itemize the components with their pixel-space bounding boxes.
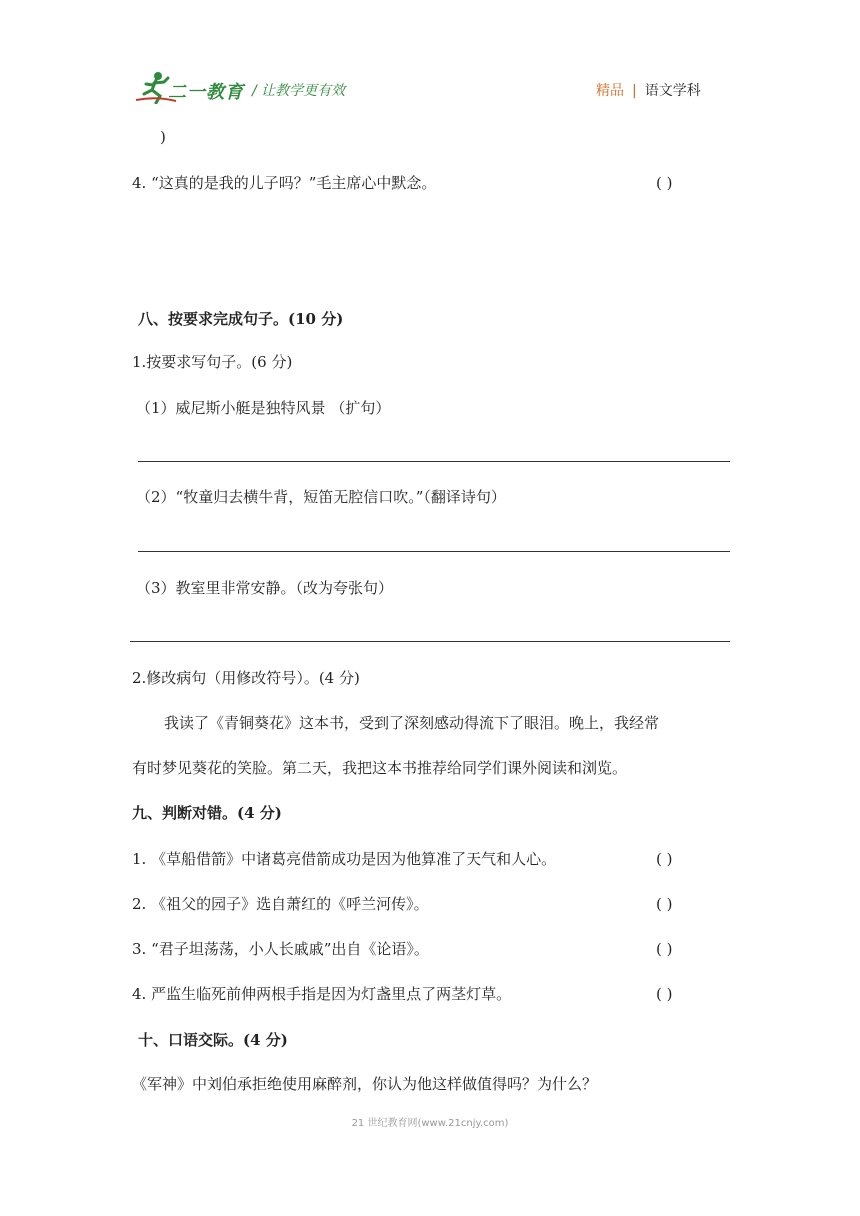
section-8-item2: （2）“牧童归去横牛背，短笛无腔信口吹。”（翻译诗句） [136,488,506,506]
section-8-item1: （1）威尼斯小艇是独特风景 （扩句） [136,399,391,417]
section-10-question: 《军神》中刘伯承拒绝使用麻醉剂，你认为他这样做值得吗？为什么？ [132,1075,598,1093]
answer-line [138,461,730,462]
paragraph-line-1: 我读了《青铜葵花》这本书，受到了深刻感动得流下了眼泪。晚上，我经常 [164,714,660,732]
answer-blank: ( ) [656,985,673,1003]
brand-slogan: / 让教学更有效 [252,83,346,99]
tag-quality: 精品 [596,83,624,99]
answer-blank: ( ) [656,850,673,868]
judge-item: 4. 严监生临死前伸两根手指是因为灯盏里点了两茎灯草。 [132,985,512,1003]
section-8-sub2: 2.修改病句（用修改符号）。(4 分) [132,669,360,687]
paragraph-line-2: 有时梦见葵花的笑脸。第二天，我把这本书推荐给同学们课外阅读和浏览。 [132,759,628,777]
section-8-title: 八、按要求完成句子。(10 分) [138,310,344,328]
judge-item: 3. “君子坦荡荡，小人长戚戚”出自《论语》。 [132,940,429,958]
header-tag [596,80,701,100]
section-8-item3: （3）教室里非常安静。（改为夸张句） [136,579,394,597]
question-7-4: 4. “这真的是我的儿子吗？”毛主席心中默念。 [132,174,437,192]
section-8-sub1: 1.按要求写句子。(6 分) [132,353,293,371]
section-10-title: 十、口语交际。(4 分) [138,1031,288,1049]
judge-item: 1. 《草船借箭》中诸葛亮借箭成功是因为他算准了天气和人心。 [132,850,557,868]
tag-subject: 语文学科 [644,83,701,99]
tag-separator: | [632,83,637,99]
answer-line [130,641,730,642]
answer-blank: ( ) [656,174,673,192]
close-paren: ) [160,128,166,146]
brand-name: 二一教育 [168,82,244,103]
answer-line [138,551,730,552]
page-footer: 21 世纪教育网(www.21cnjy.com) [351,1118,509,1129]
answer-blank: ( ) [656,895,673,913]
answer-blank: ( ) [656,940,673,958]
section-9-title: 九、判断对错。(4 分) [132,804,282,822]
judge-item: 2. 《祖父的园子》选自萧红的《呼兰河传》。 [132,895,429,913]
